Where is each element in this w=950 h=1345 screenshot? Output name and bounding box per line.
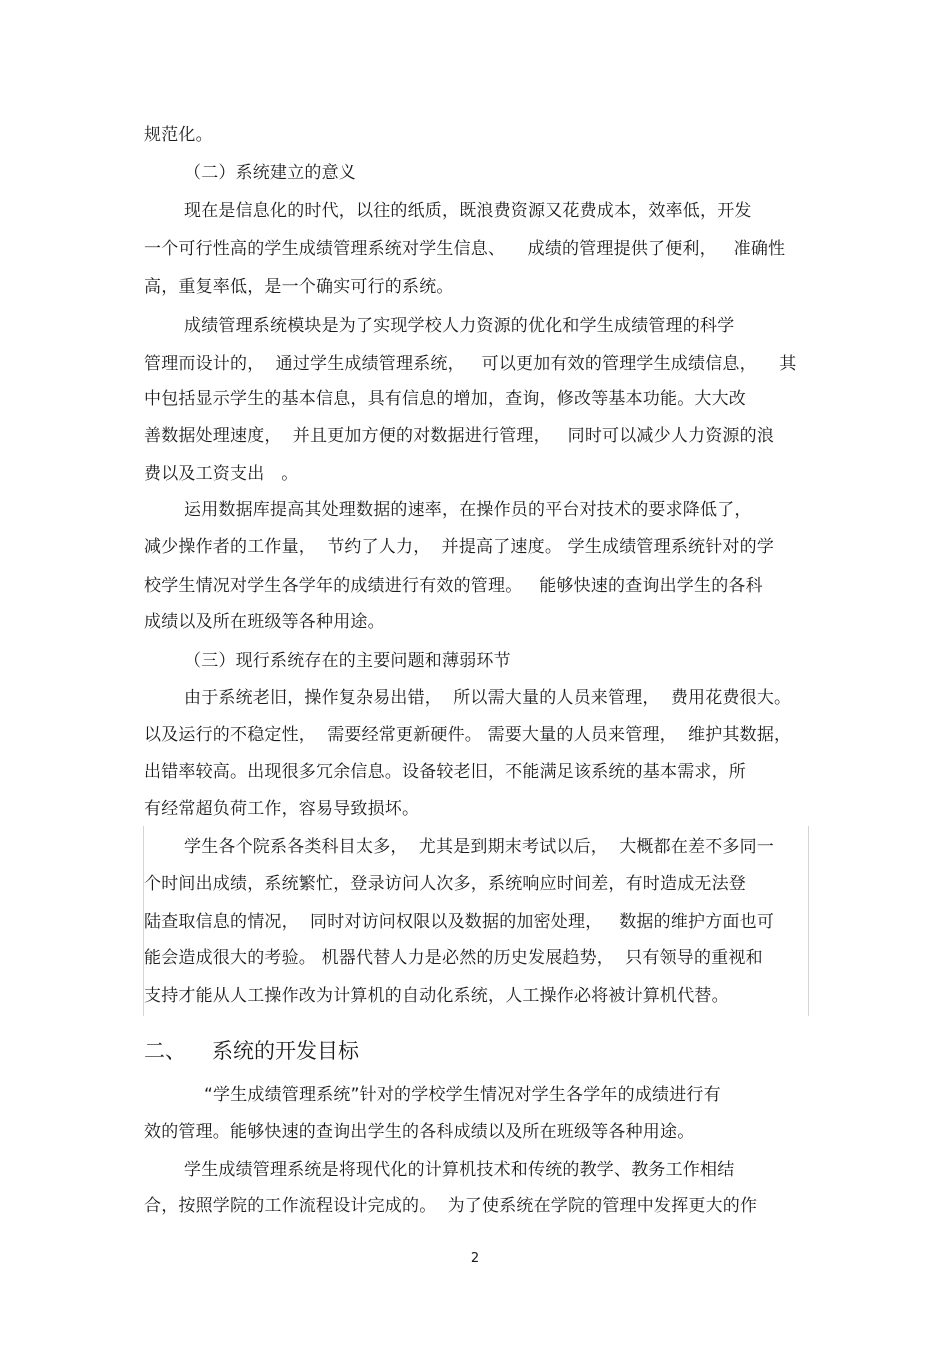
text-line: 管理而设计的， 通过学生成绩管理系统， 可以更加有效的管理学生成绩信息， 其 [144, 354, 797, 374]
text-line: 中包括显示学生的基本信息，具有信息的增加，查询，修改等基本功能。大大改 [144, 389, 746, 409]
section-heading-title: 系统的开发目标 [212, 1039, 359, 1063]
text-line: 费以及工资支出 。 [144, 464, 299, 484]
text-line: 减少操作者的工作量， 节约了人力， 并提高了速度。 学生成绩管理系统针对的学 [144, 537, 775, 557]
text-line: 合，按照学院的工作流程设计完成的。 为了使系统在学院的管理中发挥更大的作 [144, 1196, 758, 1216]
text-line: 效的管理。能够快速的查询出学生的各科成绩以及所在班级等各种用途。 [144, 1122, 695, 1142]
text-line: 成绩以及所在班级等各种用途。 [144, 612, 385, 632]
text-line: 学生各个院系各类科目太多， 尤其是到期末考试以后， 大概都在差不多同一 [184, 837, 775, 857]
page-number: 2 [470, 1251, 480, 1266]
text-line: 由于系统老旧，操作复杂易出错， 所以需大量的人员来管理， 费用花费很大。 [184, 688, 792, 708]
text-line: 有经常超负荷工作，容易导致损坏。 [144, 799, 420, 819]
text-line: 个时间出成绩，系统繁忙，登录访问人次多，系统响应时间差，有时造成无法登 [144, 874, 746, 894]
text-line: 一个可行性高的学生成绩管理系统对学生信息、 成绩的管理提供了便利， 准确性 [144, 239, 786, 259]
text-line: 高，重复率低，是一个确实可行的系统。 [144, 277, 454, 297]
section-subheading: （三）现行系统存在的主要问题和薄弱环节 [184, 651, 511, 671]
text-line: 校学生情况对学生各学年的成绩进行有效的管理。 能够快速的查询出学生的各科 [144, 576, 763, 596]
text-line: 陆查取信息的情况， 同时对访问权限以及数据的加密处理， 数据的维护方面也可 [144, 912, 775, 932]
section-heading-number: 二、 [144, 1039, 186, 1063]
text-line: 成绩管理系统模块是为了实现学校人力资源的优化和学生成绩管理的科学 [184, 316, 735, 336]
text-line: 善数据处理速度， 并且更加方便的对数据进行管理， 同时可以减少人力资源的浪 [144, 426, 775, 446]
text-line: 支持才能从人工操作改为计算机的自动化系统，人工操作必将被计算机代替。 [144, 986, 729, 1006]
text-line: 能会造成很大的考验。 机器代替人力是必然的历史发展趋势， 只有领导的重视和 [144, 948, 763, 968]
text-line: 学生成绩管理系统是将现代化的计算机技术和传统的教学、教务工作相结 [184, 1160, 735, 1180]
text-line: 以及运行的不稳定性， 需要经常更新硬件。 需要大量的人员来管理， 维护其数据， [144, 725, 792, 745]
text-line: 出错率较高。出现很多冗余信息。设备较老旧，不能满足该系统的基本需求，所 [144, 762, 746, 782]
text-line: 规范化。 [144, 125, 213, 145]
text-line: 运用数据库提高其处理数据的速率，在操作员的平台对技术的要求降低了， [184, 500, 752, 520]
section-subheading: （二）系统建立的意义 [184, 163, 356, 183]
text-line: “学生成绩管理系统”针对的学校学生情况对学生各学年的成绩进行有 [204, 1085, 721, 1105]
text-line: 现在是信息化的时代，以往的纸质，既浪费资源又花费成本，效率低，开发 [184, 201, 752, 221]
